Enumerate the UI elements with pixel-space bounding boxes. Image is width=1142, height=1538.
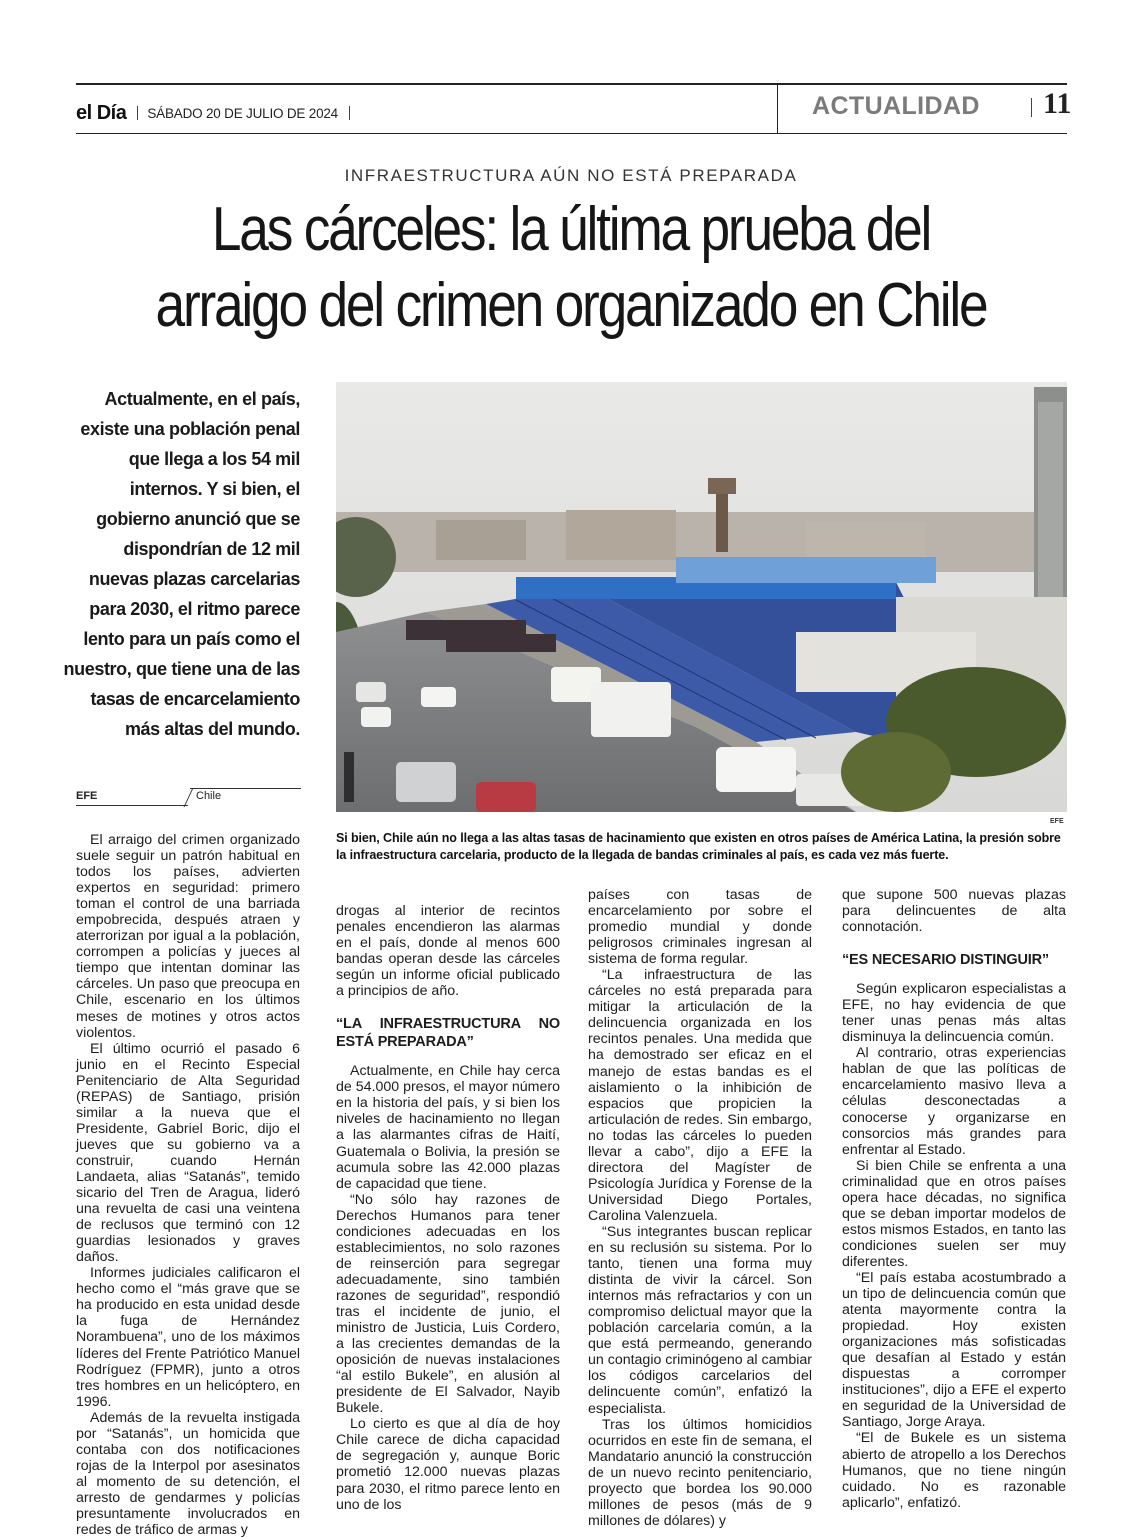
byline-slash xyxy=(184,788,194,807)
byline-rule xyxy=(76,805,188,806)
masthead-separator xyxy=(349,106,350,120)
article-photo xyxy=(336,382,1067,812)
paragraph-continued: que supone 500 nuevas plazas para delincuentes de alta connotación. xyxy=(842,887,1066,936)
paragraph: Actualmente, en Chile hay cerca de 54.000 presos, el mayor número en la historia del país, y si bien los niveles de hacinamiento no llegan a las alarmantes cifras de Haití, Guatemala o Bolivia, la presión se acumula sobre las 42.000 plazas de capacidad que tiene. xyxy=(336,1063,560,1192)
paragraph: Si bien Chile se enfrenta a una criminalidad que en otros países opera hace décadas, no significa que se deban importar modelos de estos mismos Estados, en tanto las condiciones suelen ser muy diferentes. xyxy=(842,1157,1066,1270)
paragraph: El último ocurrió el pasado 6 junio en el Recinto Especial Penitenciario de Alta Seguridad (REPAS) de Santiago, prisión similar a la nueva que el Presidente, Gabriel Boric, dijo el jueves que su gobierno va a construir, cuando Hernán Landaeta, alias “Satanás”, temido sicario del Tren de Aragua, lideró una revuelta de casi una veintena de reclusos que terminó con 12 guardias lesionados y graves daños. xyxy=(76,1040,300,1266)
paragraph: Informes judiciales calificaron el hecho como el “más grave que se ha producido en esta unidad desde la fuga de Hernández Norambuena”, uno de los máximos líderes del Frente Patriótico Manuel Rodríguez (FPMR), junto a otros tres hombres en un helicóptero, en 1996. xyxy=(76,1265,300,1410)
masthead xyxy=(76,100,359,126)
paragraph: “El país estaba acostumbrado a un tipo de delincuencia común que atenta mayormente contra la propiedad. Hoy existen organizaciones más sofisticadas que desafían al Estado y están dispuestas a corromper instituciones”, dijo a EFE el experto en seguridad de la Universidad de Santiago, Jorge Araya. xyxy=(842,1269,1066,1431)
article-column-1 xyxy=(76,832,300,1538)
paragraph: Además de la revuelta instigada por “Satanás”, un homicida que contaba con dos notificaciones rojas de la Interpol por asesinatos al momento de su detención, el arresto de gendarmes y policías presuntamente involucrados en redes de tráfico de armas y xyxy=(76,1409,300,1538)
headline xyxy=(114,192,1027,344)
subheading: “ES NECESARIO DISTINGUIR” xyxy=(842,952,1049,969)
section-label: ACTUALIDAD xyxy=(812,92,980,120)
paragraph-continued: países con tasas de encarcelamiento por sobre el promedio mundial y donde peligrosos criminales ingresan al sistema de forma regular. xyxy=(588,887,812,968)
paragraph: “La infraestructura de las cárceles no está preparada para mitigar la articulación de la delincuencia organizada en los recintos penales. Una medida que ha demostrado ser eficaz en el manejo de estas bandas es el aislamiento o la inhibición de espacios que propicien la articulación de redes. Sin embargo, no todas las cárceles lo pueden llevar a cabo”, dijo a EFE la directora del Magíster de Psicología Jurídica y Forense de la Universidad Diego Portales, Carolina Valenzuela. xyxy=(588,967,812,1224)
header-top-rule xyxy=(76,83,1067,85)
paragraph: Tras los últimos homicidios ocurridos en este fin de semana, el Mandatario anunció la construcción de un nuevo recinto penitenciario, proyecto que bordea los 90.000 millones de pesos (más de 9 millones de dólares) y xyxy=(588,1416,812,1529)
page-number: 11 xyxy=(1043,87,1072,120)
article-column-3 xyxy=(588,887,812,1529)
prison-street-photo xyxy=(336,382,1067,812)
page-number-separator xyxy=(1031,98,1032,117)
headline-line-2: arraigo del crimen organizado en Chile xyxy=(155,271,987,340)
paragraph: Según explicaron especialistas a EFE, no hay evidencia de que tener unas penas más altas disminuya la delincuencia común. xyxy=(842,981,1066,1046)
photo-caption: Si bien, Chile aún no llega a las altas tasas de hacinamiento que existen en otros países de América Latina, la presión sobre la infraestructura carcelaria, producto de la llegada de bandas criminales al país, es cada vez más fuerte. xyxy=(336,831,1061,862)
paragraph: Lo cierto es que al día de hoy Chile carece de dicha capacidad de segregación y, aunque Boric prometió 12.000 nuevas plazas para 2030, el ritmo parece lento en uno de los xyxy=(336,1416,560,1513)
agency-credit: EFE xyxy=(76,790,98,802)
issue-date: SÁBADO 20 DE JULIO DE 2024 xyxy=(147,105,338,121)
header-divider xyxy=(777,84,778,134)
article-column-4 xyxy=(842,887,1066,1511)
article-lead: Actualmente, en el país, existe una población penal que llega a los 54 mil internos. Y si bien, el gobierno anunció que se dispondrían de 12 mil nuevas plazas carcelarias para 2030, el ritmo parece lento para un país como el nuestro, que tiene una de las tasas de encarcelamiento más altas del mundo. xyxy=(63,389,300,739)
byline-rule xyxy=(190,788,301,789)
subheading: “LA INFRAESTRUCTURA NO ESTÁ PREPARADA” xyxy=(336,1016,560,1051)
photo-credit: EFE xyxy=(1050,818,1064,825)
paragraph: “Sus integrantes buscan replicar en su reclusión su sistema. Por lo tanto, tienen una forma muy distinta de vivir la cárcel. Son internos más refractarios y con un compromiso delictual mayor que la población carcelaria común, a la que está permeando, generando un contagio criminógeno al cambiar los códigos carcelarios del delincuente común”, enfatizó la especialista. xyxy=(588,1223,812,1417)
kicker: INFRAESTRUCTURA AÚN NO ESTÁ PREPARADA xyxy=(344,166,798,185)
article-column-2 xyxy=(336,903,560,1513)
newspaper-logo: el Día xyxy=(76,101,127,124)
paragraph: “El de Bukele es un sistema abierto de atropello a los Derechos Humanos, que no tiene ningún cuidado. No es razonable aplicarlo”, enfatizó. xyxy=(842,1430,1066,1511)
paragraph: “No sólo hay razones de Derechos Humanos para tener condiciones adecuadas en los establecimientos, no solo razones de reinserción para segregar adecuadamente, sino también razones de seguridad”, respondió tras el incidente de junio, el ministro de Justicia, Luis Cordero, a las crecientes demandas de la oposición de nuevas instalaciones “al estilo Bukele”, en alusión al presidente de El Salvador, Nayib Bukele. xyxy=(336,1191,560,1417)
masthead-separator xyxy=(137,106,138,120)
paragraph-continued: drogas al interior de recintos penales encendieron las alarmas en el país, donde al menos 600 bandas operan desde las cárceles según un informe oficial publicado a principios de año. xyxy=(336,903,560,1000)
dateline-location: Chile xyxy=(196,790,222,802)
paragraph: Al contrario, otras experiencias hablan de que las políticas de encarcelamiento masivo lleva a células desconectadas a conocerse y organizarse en consorcios más grandes para enfrentar al Estado. xyxy=(842,1045,1066,1158)
headline-line-1: Las cárceles: la última prueba del xyxy=(211,195,931,264)
paragraph: El arraigo del crimen organizado suele seguir un patrón habitual en todos los países, advierten expertos en seguridad: primero toman el control de una barriada empobrecida, después atraen y aterrorizan por igual a la población, corrompen a policías y jueces al tiempo que intentan dominar las cárceles. Un paso que preocupa en Chile, escenario en los últimos meses de motines y otros actos violentos. xyxy=(76,832,300,1041)
header-bottom-rule xyxy=(76,133,1067,134)
